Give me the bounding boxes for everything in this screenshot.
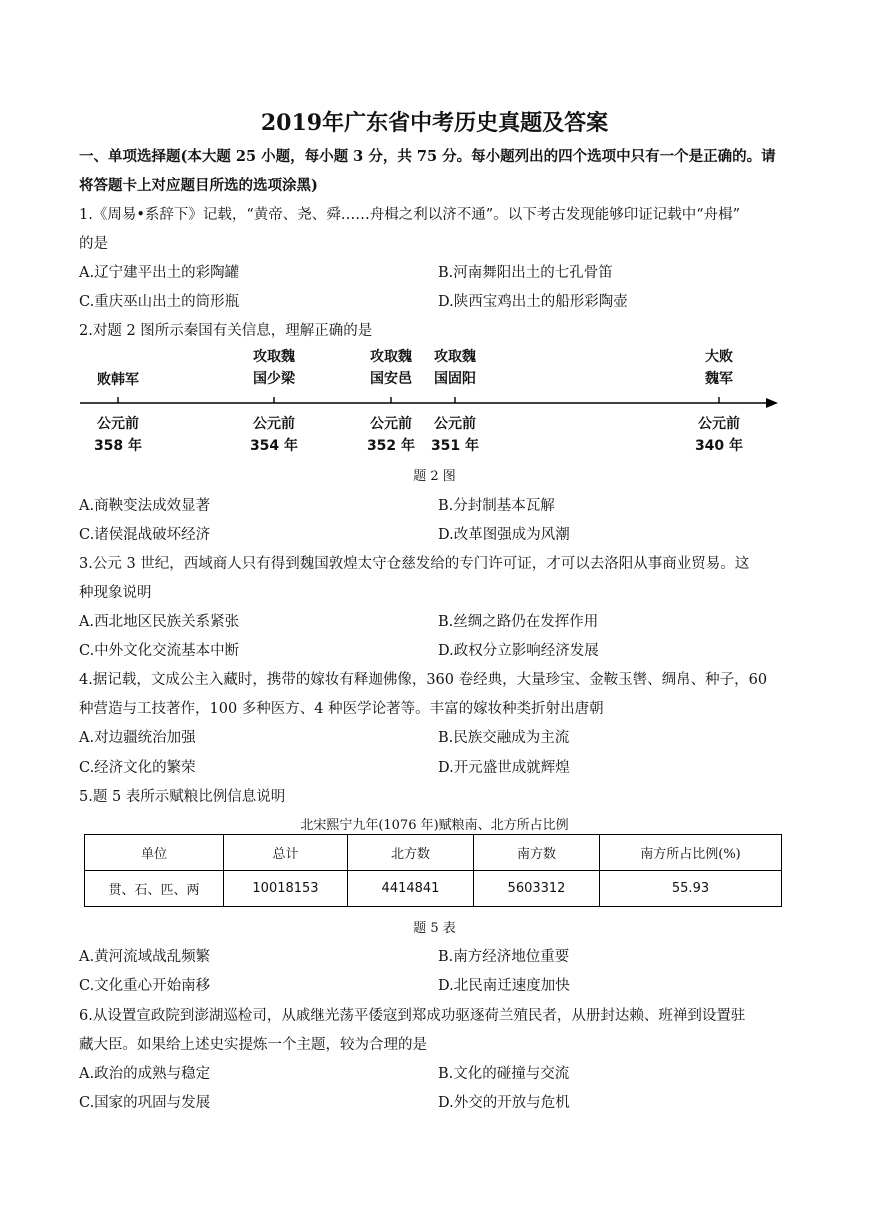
q4-option-c: C.经济文化的繁荣 [79,760,196,776]
table-cell: 55.93 [600,871,782,907]
timeline-year-4-line2: 340 年 [694,438,744,454]
timeline-event-1 [234,346,314,390]
timeline-event-4-line2: 魏军 [705,371,733,387]
q1-option-a: A.辽宁建平出土的彩陶罐 [79,265,240,281]
q4-stem-line1: 4.据记载，文成公主入藏时，携带的嫁妆有释迦佛像，360 卷经典，大量珍宝、金鞍玉辔、绸帛、种子，60 [79,672,768,688]
timeline-year-1-line1: 公元前 [253,416,295,432]
q1-option-c: C.重庆巫山出土的筒形瓶 [79,294,240,310]
timeline-event-4-line1: 大败 [705,349,733,365]
q2-figure-caption: 题 2 图 [413,469,456,484]
q3-option-d: D.政权分立影响经济发展 [438,643,599,659]
page-title: 2019年广东省中考历史真题及答案 [260,110,609,136]
q6-stem-line1: 6.从设置宣政院到澎湖巡检司，从戚继光荡平倭寇到郑成功驱逐荷兰殖民者，从册封达赖、班禅到设置驻 [79,1008,746,1024]
q6-option-c: C.国家的巩固与发展 [79,1095,211,1111]
timeline-year-0-line1: 公元前 [97,416,139,432]
q3-option-c: C.中外文化交流基本中断 [79,643,240,659]
timeline-year-3 [415,413,495,457]
q2-option-c: C.诸侯混战破坏经济 [79,527,211,543]
timeline-event-1-line1: 攻取魏 [253,349,295,365]
q1-stem-line1: 1.《周易•系辞下》记载，“黄帝、尧、舜……舟楫之利以济不通”。以下考古发现能够印证记载中“舟楫” [79,207,741,223]
table-row [85,871,782,907]
timeline-event-3-line2: 国固阳 [434,371,476,387]
timeline-arrow-icon [766,398,778,408]
q3-option-a: A.西北地区民族关系紧张 [79,614,240,630]
timeline-event-1-line2: 国少梁 [253,371,295,387]
timeline-year-2-line2: 352 年 [366,438,416,454]
table-cell: 4414841 [348,871,474,907]
table-header-cell: 总计 [224,835,348,871]
timeline-event-3 [415,346,495,390]
q3-option-b: B.丝绸之路仍在发挥作用 [438,614,599,630]
timeline-year-1 [234,413,314,457]
q4-option-b: B.民族交融成为主流 [438,730,570,746]
q5-option-d: D.北民南迁速度加快 [438,978,570,994]
q5-option-c: C.文化重心开始南移 [79,978,211,994]
timeline-year-3-line2: 351 年 [430,438,480,454]
q2-stem: 2.对题 2 图所示秦国有关信息，理解正确的是 [79,323,373,339]
q1-stem-line2: 的是 [79,236,108,252]
section-heading-line2: 将答题卡上对应题目所选的选项涂黑) [79,177,318,194]
table-header-cell: 单位 [85,835,224,871]
q6-option-b: B.文化的碰撞与交流 [438,1066,570,1082]
timeline-event-0 [78,369,158,391]
timeline-year-3-line1: 公元前 [434,416,476,432]
q6-stem-line2: 藏大臣。如果给上述史实提炼一个主题，较为合理的是 [79,1037,427,1053]
timeline-year-0-line2: 358 年 [93,438,143,454]
q1-option-d: D.陕西宝鸡出土的船形彩陶壶 [438,294,628,310]
timeline-year-2-line1: 公元前 [370,416,412,432]
timeline-event-4 [679,346,759,390]
table-header-cell: 南方数 [474,835,600,871]
q4-option-a: A.对边疆统治加强 [79,730,196,746]
table-header-cell: 北方数 [348,835,474,871]
table-header-cell: 南方所占比例(%) [600,835,782,871]
table-cell: 10018153 [224,871,348,907]
timeline-year-0 [78,413,158,457]
q2-option-a: A.商鞅变法成效显著 [79,498,211,514]
q5-table-caption: 题 5 表 [413,921,456,936]
q2-option-d: D.改革图强成为风潮 [438,527,570,543]
q4-option-d: D.开元盛世成就辉煌 [438,760,570,776]
timeline-event-2-line1: 攻取魏 [370,349,412,365]
timeline-event-0-line1: 败韩军 [97,372,139,388]
q3-stem-line1: 3.公元 3 世纪，西域商人只有得到魏国敦煌太守仓慈发给的专门许可证，才可以去洛阳从事商业贸易。这 [79,556,750,572]
q2-option-b: B.分封制基本瓦解 [438,498,555,514]
table-cell: 5603312 [474,871,600,907]
table-header-row [85,835,782,871]
q5-table-title: 北宋熙宁九年(1076 年)赋粮南、北方所占比例 [300,818,569,833]
q4-stem-line2: 种营造与工技著作，100 多种医方、4 种医学论著等。丰富的嫁妆种类折射出唐朝 [79,701,604,717]
q1-option-b: B.河南舞阳出土的七孔骨笛 [438,265,613,281]
timeline-year-4 [679,413,759,457]
q3-stem-line2: 种现象说明 [79,585,152,601]
table-cell: 贯、石、匹、两 [85,871,224,907]
q5-data-table [84,834,782,907]
q5-option-b: B.南方经济地位重要 [438,949,570,965]
q6-option-a: A.政治的成熟与稳定 [79,1066,211,1082]
q5-stem: 5.题 5 表所示赋粮比例信息说明 [79,789,286,805]
timeline-year-1-line2: 354 年 [249,438,299,454]
timeline-year-4-line1: 公元前 [698,416,740,432]
timeline-event-2-line2: 国安邑 [370,371,412,387]
q6-option-d: D.外交的开放与危机 [438,1095,570,1111]
timeline-event-3-line1: 攻取魏 [434,349,476,365]
q5-option-a: A.黄河流域战乱频繁 [79,949,211,965]
section-heading-line1: 一、单项选择题(本大题 25 小题，每小题 3 分，共 75 分。每小题列出的四个选项中只有一个是正确的。请 [79,148,776,165]
